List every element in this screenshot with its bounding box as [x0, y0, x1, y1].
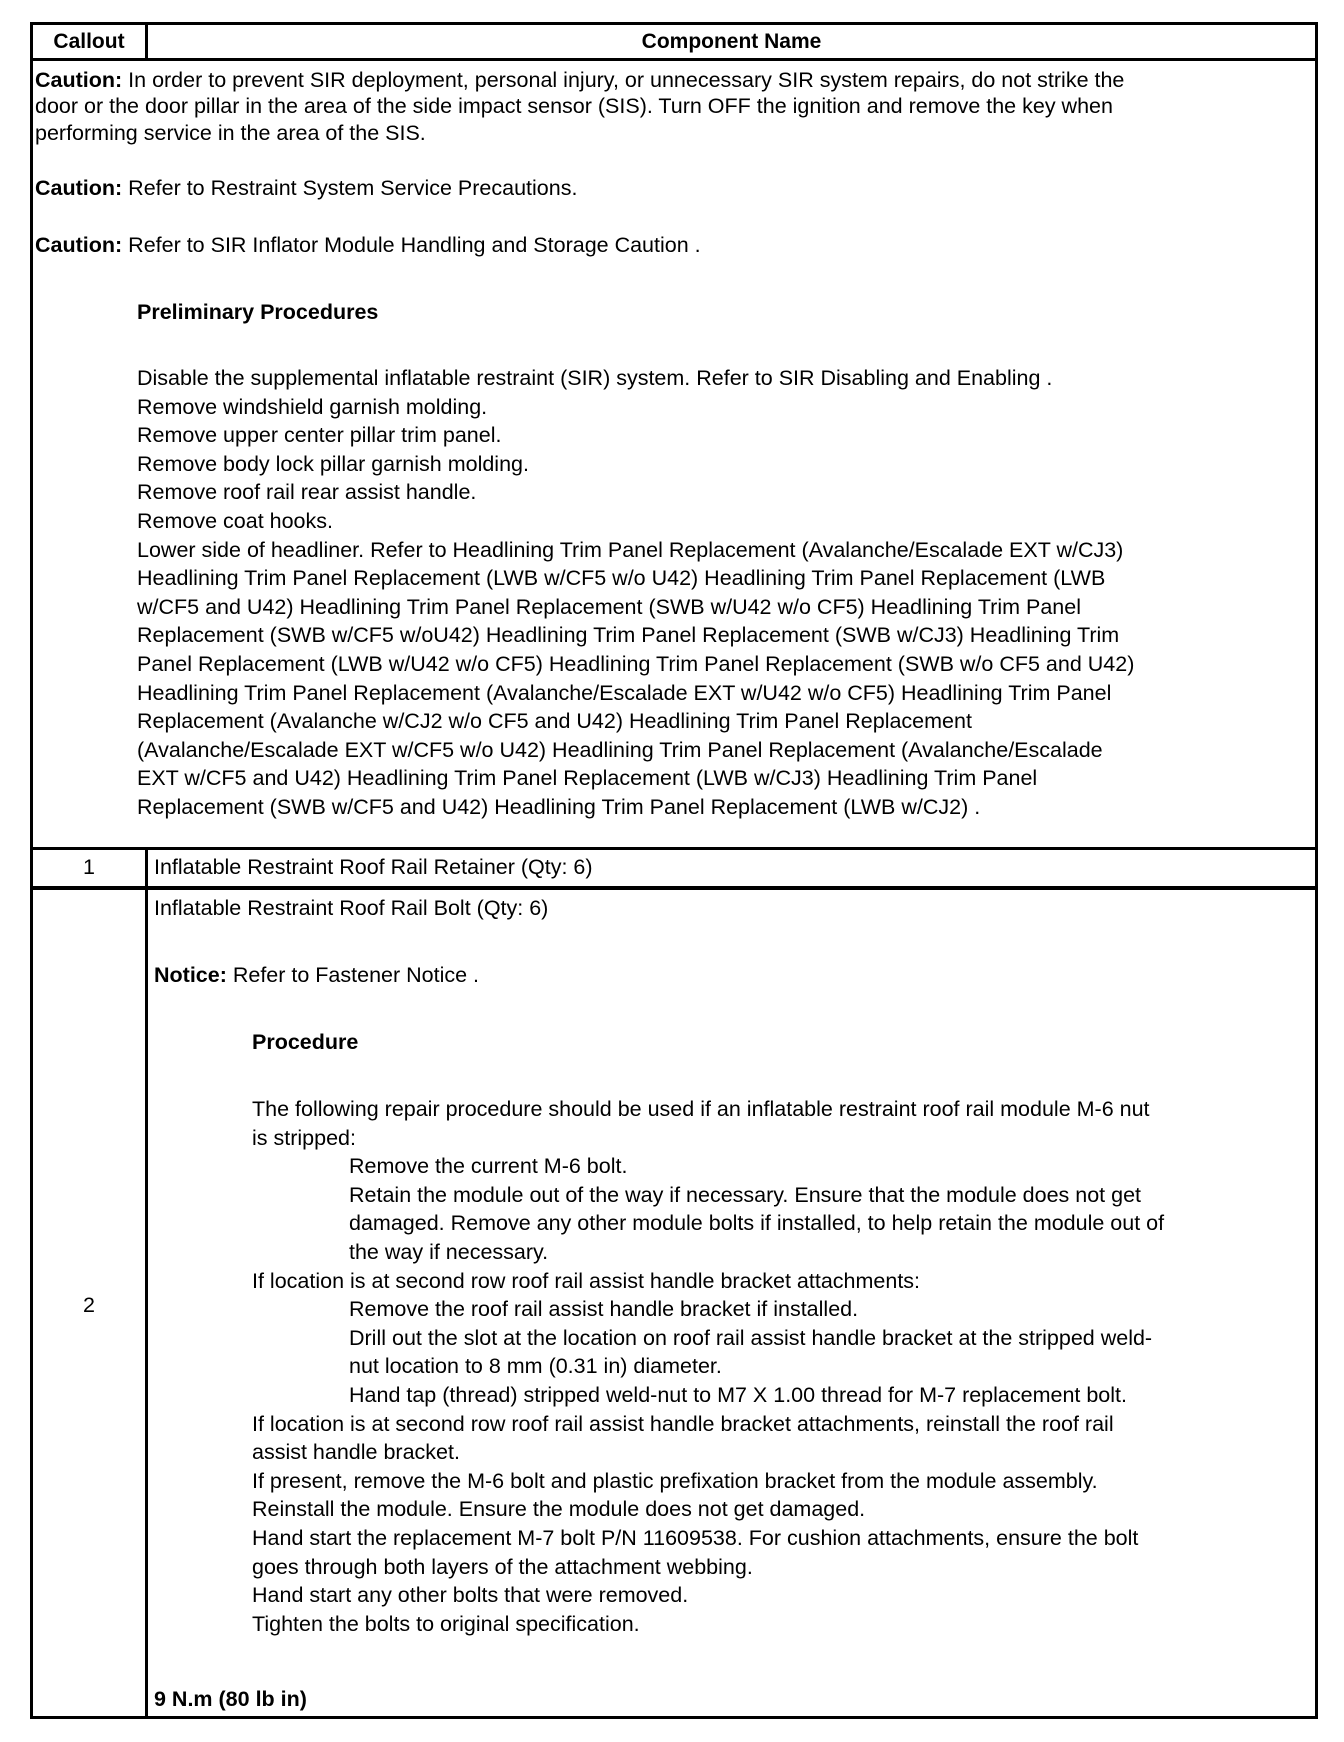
- component-name-header: Component Name: [641, 30, 822, 53]
- row1-callout: 1: [83, 855, 95, 879]
- row1-component-name: Inflatable Restraint Roof Rail Retainer (Qty: 6): [154, 855, 593, 879]
- preliminary-step: w/CF5 and U42) Headlining Trim Panel Replacement (SWB w/U42 w/o CF5) Headlining Trim Panel: [137, 594, 1081, 619]
- preliminary-step: Replacement (Avalanche w/CJ2 w/o CF5 and U42) Headlining Trim Panel Replacement: [137, 709, 972, 734]
- procedure-step: damaged. Remove any other module bolts if installed, to help retain the module out of: [349, 1211, 1165, 1236]
- preliminary-step: EXT w/CF5 and U42) Headlining Trim Panel Replacement (LWB w/CJ3) Headlining Trim Panel: [137, 766, 1038, 791]
- preliminary-step: Replacement (SWB w/CF5 and U42) Headlining Trim Panel Replacement (LWB w/CJ2) .: [137, 795, 981, 819]
- procedure-step: Remove the roof rail assist handle bracket if installed.: [349, 1297, 859, 1322]
- table-header-row: [33, 25, 1315, 61]
- procedure-step: assist handle bracket.: [252, 1440, 460, 1465]
- preliminary-step: Headlining Trim Panel Replacement (Avalanche/Escalade EXT w/U42 w/o CF5) Headlining Trim Panel: [137, 680, 1112, 705]
- fastener-notice: Notice: Refer to Fastener Notice .: [154, 963, 480, 987]
- caution-1: Caution: In order to prevent SIR deployment, personal injury, or unnecessary SIR system repairs, do not strike the: [35, 68, 1125, 92]
- preliminary-step: Disable the supplemental inflatable restraint (SIR) system. Refer to SIR Disabling and Enabling .: [137, 366, 1053, 390]
- preliminary-step: Remove windshield garnish molding.: [137, 394, 488, 419]
- preliminary-step: Replacement (SWB w/CF5 w/oU42) Headlining Trim Panel Replacement (SWB w/CJ3) Headlining Trim: [137, 623, 1120, 648]
- callout-header: Callout: [53, 30, 125, 53]
- preliminary-step: (Avalanche/Escalade EXT w/CF5 w/o U42) Headlining Trim Panel Replacement (Avalanche/Escalade: [137, 737, 1103, 762]
- preliminary-step: Remove coat hooks.: [137, 509, 333, 533]
- preliminary-title: Preliminary Procedures: [137, 300, 379, 324]
- procedure-step: If location is at second row roof rail assist handle bracket attachments:: [252, 1268, 921, 1293]
- preliminary-step: Remove upper center pillar trim panel.: [137, 423, 502, 448]
- procedure-step: Tighten the bolts to original specification.: [252, 1611, 640, 1636]
- header-divider: [145, 25, 148, 61]
- procedure-step: Hand start any other bolts that were removed.: [252, 1583, 689, 1608]
- procedure-step: Hand start the replacement M-7 bolt P/N 11609538. For cushion attachments, ensure the bolt: [252, 1526, 1139, 1550]
- preliminary-step: Lower side of headliner. Refer to Headlining Trim Panel Replacement (Avalanche/Escalade EXT w/CJ3): [137, 537, 1124, 562]
- row2-top-border: [33, 886, 1315, 890]
- procedure-step: Retain the module out of the way if necessary. Ensure that the module does not get: [349, 1182, 1141, 1207]
- procedure-step: If present, remove the M-6 bolt and plastic prefixation bracket from the module assembly.: [252, 1468, 1098, 1493]
- caution-3: Caution: Refer to SIR Inflator Module Handling and Storage Caution .: [35, 233, 701, 257]
- row1-top-border: [33, 847, 1315, 850]
- torque-spec: 9 N.m (80 lb in): [154, 1687, 307, 1711]
- procedure-table: [30, 22, 1318, 1719]
- procedure-step: the way if necessary.: [349, 1240, 549, 1264]
- procedure-step: Remove the current M-6 bolt.: [349, 1154, 628, 1179]
- preliminary-step: Remove body lock pillar garnish molding.: [137, 451, 529, 476]
- caution-1-line-2: door or the door pillar in the area of the side impact sensor (SIS). Turn OFF the ignition and remove the key when: [35, 94, 1113, 118]
- procedure-step: nut location to 8 mm (0.31 in) diameter.: [349, 1354, 722, 1379]
- row2-callout: 2: [83, 1293, 95, 1317]
- procedure-step: The following repair procedure should be used if an inflatable restraint roof rail module M-6 nut: [252, 1097, 1150, 1121]
- callout-column-divider: [145, 850, 148, 1717]
- caution-2: Caution: Refer to Restraint System Service Precautions.: [35, 176, 578, 200]
- procedure-step: Hand tap (thread) stripped weld-nut to M7 X 1.00 thread for M-7 replacement bolt.: [349, 1383, 1127, 1407]
- preliminary-step: Remove roof rail rear assist handle.: [137, 480, 477, 505]
- procedure-step: Reinstall the module. Ensure the module does not get damaged.: [252, 1497, 866, 1522]
- procedure-step: Drill out the slot at the location on roof rail assist handle bracket at the stripped weld-: [349, 1325, 1153, 1350]
- preliminary-step: Panel Replacement (LWB w/U42 w/o CF5) Headlining Trim Panel Replacement (SWB w/o CF5 and U42): [137, 652, 1135, 676]
- procedure-step: If location is at second row roof rail assist handle bracket attachments, reinstall the roof rail: [252, 1411, 1114, 1436]
- procedure-title: Procedure: [252, 1030, 359, 1054]
- row2-component-name: Inflatable Restraint Roof Rail Bolt (Qty: 6): [154, 896, 549, 920]
- caution-1-line-3: performing service in the area of the SIS.: [35, 121, 426, 145]
- procedure-step: is stripped:: [252, 1125, 356, 1150]
- procedure-step: goes through both layers of the attachment webbing.: [252, 1554, 753, 1579]
- preliminary-step: Headlining Trim Panel Replacement (LWB w/CF5 w/o U42) Headlining Trim Panel Replacement (LWB: [137, 566, 1106, 591]
